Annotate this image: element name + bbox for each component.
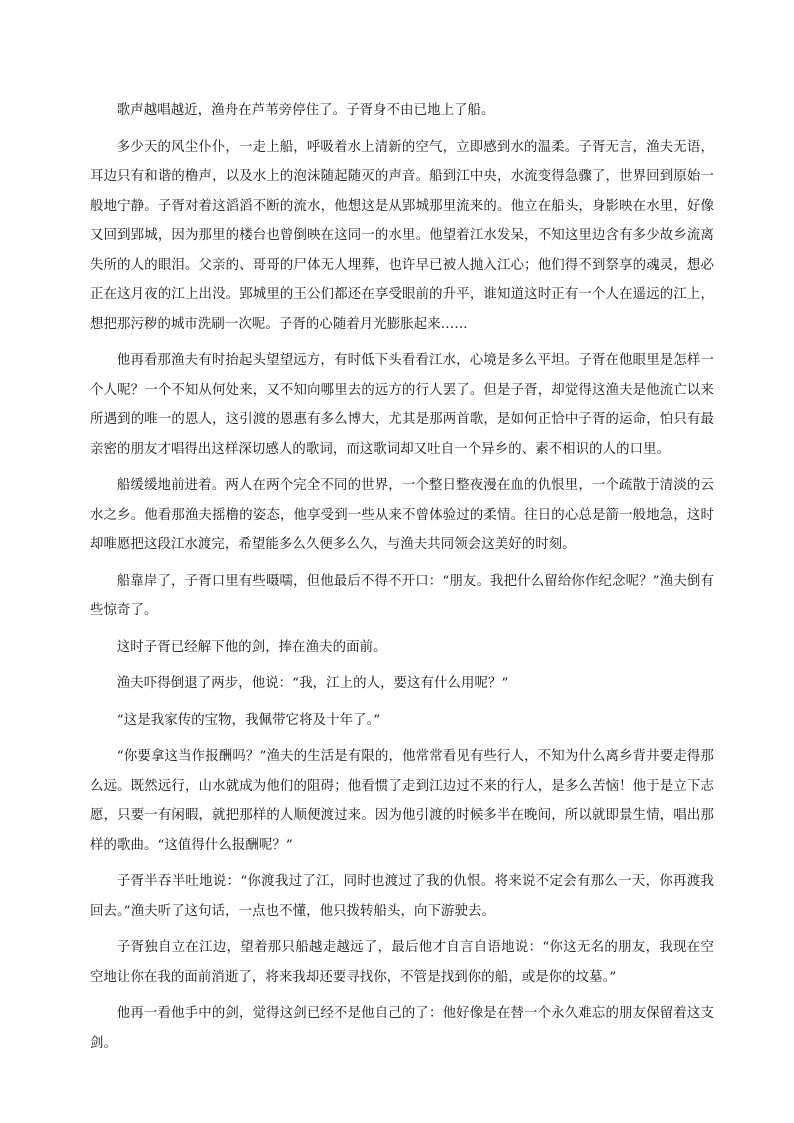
- paragraph-10: 子胥半吞半吐地说：“你渡我过了江，同时也渡过了我的仇恨。将来说不定会有那么一天，你再渡我回去。”渔夫听了这句话，一点也不懂，他只拨转船头，向下游驶去。: [90, 874, 714, 919]
- paragraph-5: 船靠岸了，子胥口里有些嗫嚅，但他最后不得不开口：“朋友。我把什么留给你作纪念呢？”渔夫倒有些惊奇了。: [90, 573, 714, 618]
- paragraph-4: 船缓缓地前进着。两人在两个完全不同的世界，一个整日整夜漫在血的仇恨里，一个疏散于清淡的云水之乡。他看那渔夫摇橹的姿态，他享受到一些从来不曾体验过的柔情。往日的心总是箭一般地急，这时却唯愿把这段江水渡完，希望能多么久便多么久，与渔夫共同领会这美好的时刻。: [90, 478, 714, 552]
- paragraph-3: 他再看那渔夫有时抬起头望望远方，有时低下头看看江水，心境是多么平坦。子胥在他眼里是怎样一个人呢？一个不知从何处来，又不知向哪里去的远方的行人罢了。但是子胥，却觉得这渔夫是他流亡以来所遇到的唯一的恩人，这引渡的恩惠有多么博大，尤其是那两首歌，是如何正恰中子胥的运命，怕只有最亲密的朋友才唱得出这样深切感人的歌词，而这歌词却又吐自一个异乡的、素不相识的人的口里。: [90, 353, 714, 457]
- paragraph-8: “这是我家传的宝物，我佩带它将及十年了。”: [116, 712, 381, 728]
- paragraph-12: 他再一看他手中的剑，觉得这剑已经不是他自己的了：他好像是在替一个永久难忘的朋友保留着这支剑。: [90, 1006, 714, 1051]
- paragraph-1: 歌声越唱越近，渔舟在芦苇旁停住了。子胥身不由已地上了船。: [116, 103, 495, 118]
- document-body: [90, 96, 714, 1065]
- paragraph-9: “你要拿这当作报酬吗？”渔夫的生活是有限的，他常常看见有些行人，不知为什么离乡背井要走得那么远。既然远行，山水就成为他们的阻碍；他看惯了走到江边过不来的行人，是多么苦恼！他于是立下志愿，只要一有闲暇，就把那样的人顺便渡过来。因为他引渡的时候多半在晚间，所以就即景生情，唱出那样的歌曲。“这值得什么报酬呢？”: [90, 749, 714, 853]
- paragraph-11: 子胥独自立在江边，望着那只船越走越远了，最后他才自言自语地说：“你这无名的朋友，我现在空空地让你在我的面前消逝了，将来我却还要寻找你，不管是找到你的船，或是你的坟墓。”: [90, 940, 714, 985]
- paragraph-7: 渔夫吓得倒退了两步，他说：“我，江上的人，要这有什么用呢？”: [116, 676, 509, 691]
- paragraph-2: 多少天的风尘仆仆，一走上船，呼吸着水上清新的空气，立即感到水的温柔。子胥无言，渔夫无语，耳边只有和谐的橹声，以及水上的泡沫随起随灭的声音。船到江中央，水流变得急骤了，世界回到原始一般地宁静。子胥对着这滔滔不断的流水，他想这是从郢城那里流来的。他立在船头，身影映在水里，好像又回到郢城，因为那里的楼台也曾倒映在这同一的水里。他望着江水发呆，不知这里边含有多少故乡流离失所的人的眼泪。父亲的、哥哥的尸体无人埋葬，也许早已被人抛入江心；他们得不到祭享的魂灵，想必正在这月夜的江上出没。郢城里的王公们都还在享受眼前的升平，谁知道这时正有一个人在遥远的江上，想把那污秽的城市洗刷一次呢。子胥的心随着月光膨胀起来……: [90, 139, 714, 332]
- paragraph-6: 这时子胥已经解下他的剑，捧在渔夫的面前。: [116, 639, 387, 655]
